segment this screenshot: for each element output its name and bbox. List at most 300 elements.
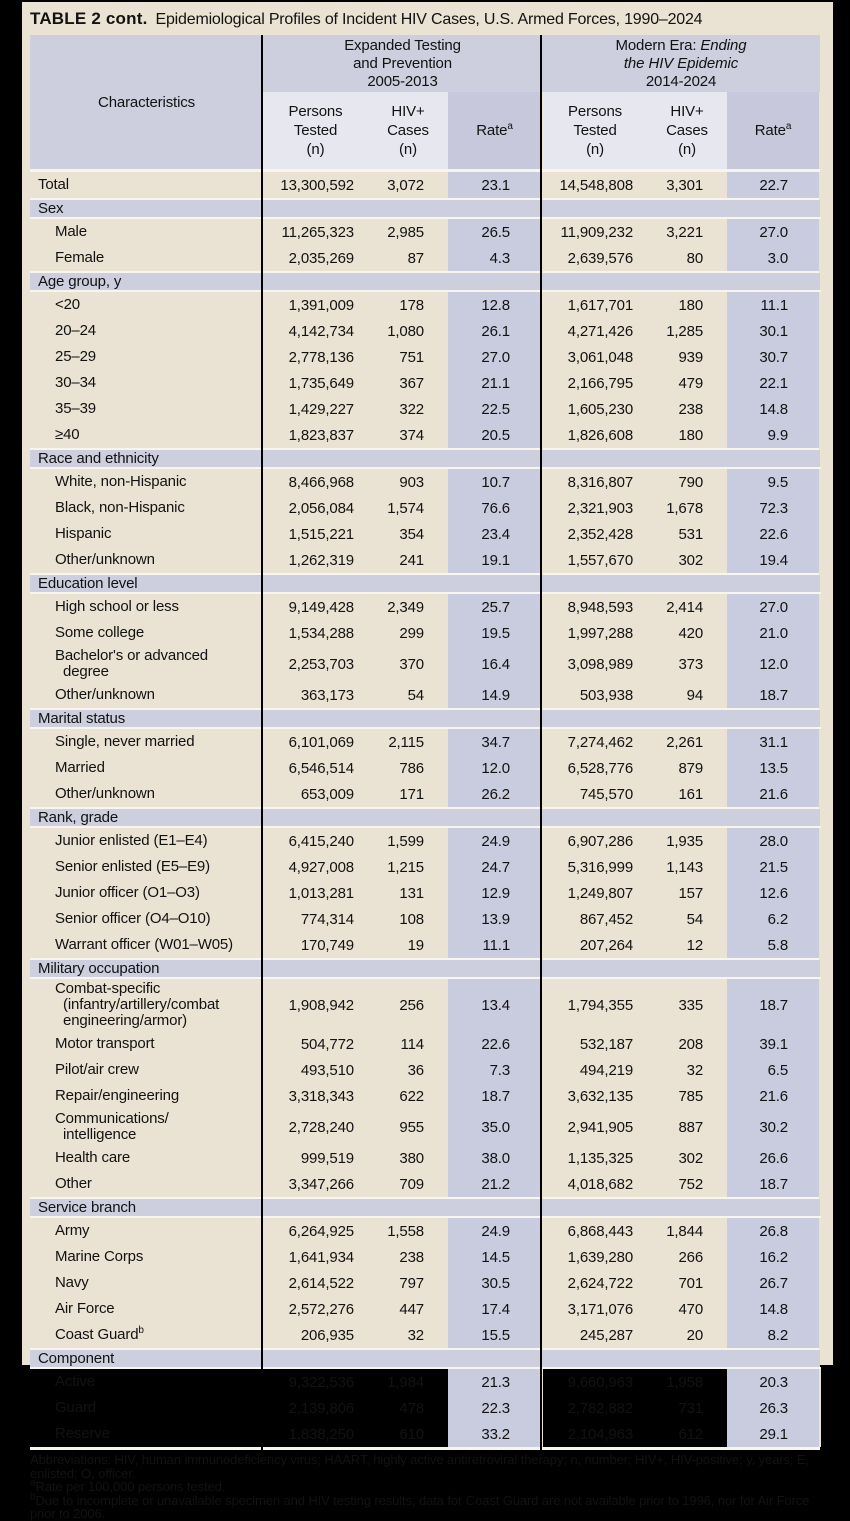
cell-persons-tested-2014: 503,938 [542, 682, 647, 709]
cell-persons-tested-2005: 3,318,343 [263, 1083, 368, 1109]
cell-hiv-cases-2005: 370 [368, 646, 448, 682]
table-row [30, 422, 820, 449]
cell-persons-tested-2005: 11,265,323 [263, 218, 368, 245]
cell-rate-2005: 24.9 [448, 1217, 542, 1244]
cell-persons-tested-2005: 1,013,281 [263, 880, 368, 906]
cell-persons-tested-2005: 999,519 [263, 1145, 368, 1171]
section-header-row [30, 808, 820, 827]
cell-rate-2005: 26.2 [448, 781, 542, 808]
group2-title-line: 2014-2024 [542, 73, 820, 91]
cell-hiv-cases-2014: 879 [647, 755, 727, 781]
cell-hiv-cases-2014: 3,301 [647, 172, 727, 199]
cell-rate-2005: 26.5 [448, 218, 542, 245]
table-row [30, 1395, 820, 1421]
cell-rate-2014: 30.1 [727, 318, 820, 344]
cell-persons-tested-2014: 4,271,426 [542, 318, 647, 344]
cell-hiv-cases-2005: 380 [368, 1145, 448, 1171]
cell-hiv-cases-2014: 1,143 [647, 854, 727, 880]
epidemiology-table [30, 35, 821, 1450]
cell-persons-tested-2005: 2,728,240 [263, 1109, 368, 1145]
section-header-row [30, 199, 820, 218]
cell-rate-2014: 12.0 [727, 646, 820, 682]
section-label: Component [30, 1349, 820, 1368]
cell-rate-2005: 13.4 [448, 978, 542, 1031]
row-label: Female [30, 245, 263, 272]
column-group-header-2005-2013 [263, 35, 542, 92]
col-header-rate-2005: Rate$^a$ [448, 92, 542, 169]
cell-persons-tested-2005: 504,772 [263, 1031, 368, 1057]
table-row [30, 682, 820, 709]
cell-rate-2014: 6.5 [727, 1057, 820, 1083]
cell-rate-2014: 14.8 [727, 1296, 820, 1322]
row-label: Some college [30, 620, 263, 646]
cell-rate-2005: 76.6 [448, 495, 542, 521]
cell-rate-2014: 18.7 [727, 1171, 820, 1198]
cell-rate-2005: 22.6 [448, 1031, 542, 1057]
table-row [30, 396, 820, 422]
cell-hiv-cases-2005: 903 [368, 468, 448, 495]
cell-persons-tested-2005: 6,415,240 [263, 827, 368, 854]
row-label: ≥40 [30, 422, 263, 449]
section-header-row [30, 1198, 820, 1217]
cell-hiv-cases-2005: 3,072 [368, 172, 448, 199]
cell-rate-2005: 24.7 [448, 854, 542, 880]
cell-persons-tested-2014: 3,632,135 [542, 1083, 647, 1109]
cell-rate-2014: 6.2 [727, 906, 820, 932]
cell-hiv-cases-2005: 256 [368, 978, 448, 1031]
section-header-row [30, 959, 820, 978]
cell-hiv-cases-2014: 1,285 [647, 318, 727, 344]
cell-persons-tested-2005: 2,139,806 [263, 1395, 368, 1421]
cell-rate-2005: 12.8 [448, 291, 542, 318]
cell-rate-2014: 13.5 [727, 755, 820, 781]
cell-rate-2014: 26.7 [727, 1270, 820, 1296]
row-label: 30–34 [30, 370, 263, 396]
table-row [30, 547, 820, 574]
cell-rate-2005: 21.2 [448, 1171, 542, 1198]
row-label: High school or less [30, 593, 263, 620]
cell-hiv-cases-2005: 374 [368, 422, 448, 449]
row-label: Reserve [30, 1421, 263, 1447]
cell-hiv-cases-2014: 373 [647, 646, 727, 682]
table-row [30, 172, 820, 199]
col-header-persons-tested-2014: Persons Tested (n) [542, 92, 647, 169]
cell-rate-2005: 38.0 [448, 1145, 542, 1171]
cell-rate-2014: 18.7 [727, 978, 820, 1031]
cell-persons-tested-2005: 363,173 [263, 682, 368, 709]
cell-rate-2014: 20.3 [727, 1368, 820, 1395]
cell-hiv-cases-2005: 751 [368, 344, 448, 370]
cell-persons-tested-2005: 6,264,925 [263, 1217, 368, 1244]
cell-hiv-cases-2005: 241 [368, 547, 448, 574]
cell-persons-tested-2005: 9,322,536 [263, 1368, 368, 1395]
cell-rate-2014: 30.7 [727, 344, 820, 370]
section-label: Marital status [30, 709, 820, 728]
row-label: Health care [30, 1145, 263, 1171]
cell-rate-2005: 11.1 [448, 932, 542, 959]
cell-persons-tested-2005: 13,300,592 [263, 172, 368, 199]
cell-persons-tested-2005: 8,466,968 [263, 468, 368, 495]
cell-rate-2014: 31.1 [727, 728, 820, 755]
row-label: 25–29 [30, 344, 263, 370]
table-row [30, 1217, 820, 1244]
cell-rate-2014: 22.7 [727, 172, 820, 199]
cell-persons-tested-2005: 3,347,266 [263, 1171, 368, 1198]
cell-hiv-cases-2014: 302 [647, 547, 727, 574]
section-label: Education level [30, 574, 820, 593]
group2-title-line: the HIV Epidemic [542, 55, 820, 73]
cell-persons-tested-2005: 2,572,276 [263, 1296, 368, 1322]
table-row [30, 1171, 820, 1198]
cell-persons-tested-2014: 6,868,443 [542, 1217, 647, 1244]
cell-hiv-cases-2014: 2,261 [647, 728, 727, 755]
row-label: Navy [30, 1270, 263, 1296]
cell-hiv-cases-2005: 238 [368, 1244, 448, 1270]
cell-persons-tested-2005: 1,262,319 [263, 547, 368, 574]
cell-hiv-cases-2005: 478 [368, 1395, 448, 1421]
table-row [30, 495, 820, 521]
header-group-row [30, 35, 820, 92]
cell-rate-2014: 28.0 [727, 827, 820, 854]
cell-rate-2005: 22.3 [448, 1395, 542, 1421]
row-label: Other/unknown [30, 682, 263, 709]
table-row [30, 1031, 820, 1057]
cell-hiv-cases-2005: 1,558 [368, 1217, 448, 1244]
table-row [30, 978, 820, 1031]
cell-hiv-cases-2014: 54 [647, 906, 727, 932]
table-row [30, 1322, 820, 1349]
cell-rate-2005: 35.0 [448, 1109, 542, 1145]
group1-title-line: 2005-2013 [263, 73, 542, 91]
cell-persons-tested-2014: 1,135,325 [542, 1145, 647, 1171]
cell-persons-tested-2005: 1,429,227 [263, 396, 368, 422]
cell-rate-2014: 9.9 [727, 422, 820, 449]
table-row [30, 1145, 820, 1171]
row-label: <20 [30, 291, 263, 318]
cell-hiv-cases-2014: 94 [647, 682, 727, 709]
cell-persons-tested-2005: 2,253,703 [263, 646, 368, 682]
section-label: Age group, y [30, 272, 820, 291]
cell-hiv-cases-2014: 302 [647, 1145, 727, 1171]
cell-hiv-cases-2005: 171 [368, 781, 448, 808]
cell-hiv-cases-2014: 479 [647, 370, 727, 396]
cell-hiv-cases-2014: 1,958 [647, 1368, 727, 1395]
cell-persons-tested-2014: 494,219 [542, 1057, 647, 1083]
cell-rate-2014: 26.3 [727, 1395, 820, 1421]
cell-persons-tested-2005: 1,735,649 [263, 370, 368, 396]
cell-persons-tested-2014: 8,948,593 [542, 593, 647, 620]
cell-persons-tested-2005: 1,534,288 [263, 620, 368, 646]
cell-rate-2005: 26.1 [448, 318, 542, 344]
cell-rate-2014: 3.0 [727, 245, 820, 272]
table-row [30, 318, 820, 344]
column-group-header-2014-2024 [542, 35, 820, 92]
cell-persons-tested-2014: 2,321,903 [542, 495, 647, 521]
cell-hiv-cases-2005: 367 [368, 370, 448, 396]
footnotes [30, 1453, 824, 1521]
row-label: Married [30, 755, 263, 781]
cell-persons-tested-2005: 6,101,069 [263, 728, 368, 755]
cell-rate-2005: 15.5 [448, 1322, 542, 1349]
cell-rate-2014: 26.8 [727, 1217, 820, 1244]
characteristics-header: Characteristics [30, 35, 263, 169]
cell-persons-tested-2014: 1,249,807 [542, 880, 647, 906]
cell-rate-2005: 16.4 [448, 646, 542, 682]
cell-persons-tested-2005: 1,908,942 [263, 978, 368, 1031]
cell-hiv-cases-2014: 238 [647, 396, 727, 422]
footnote [30, 1453, 824, 1480]
cell-hiv-cases-2014: 32 [647, 1057, 727, 1083]
cell-rate-2014: 26.6 [727, 1145, 820, 1171]
table-bottom-separator [30, 1447, 820, 1450]
table-body [30, 172, 820, 1450]
cell-hiv-cases-2005: 786 [368, 755, 448, 781]
cell-hiv-cases-2014: 701 [647, 1270, 727, 1296]
section-label: Rank, grade [30, 808, 820, 827]
cell-persons-tested-2005: 9,149,428 [263, 593, 368, 620]
cell-persons-tested-2014: 2,104,963 [542, 1421, 647, 1447]
footnote-marker: a [30, 1478, 35, 1489]
table-row [30, 1109, 820, 1145]
cell-persons-tested-2005: 2,056,084 [263, 495, 368, 521]
footnote [30, 1480, 824, 1494]
cell-persons-tested-2014: 2,624,722 [542, 1270, 647, 1296]
section-header-row [30, 574, 820, 593]
group2-title-line: Modern Era: Ending [542, 37, 820, 55]
cell-hiv-cases-2014: 939 [647, 344, 727, 370]
row-label: Army [30, 1217, 263, 1244]
cell-hiv-cases-2014: 752 [647, 1171, 727, 1198]
table-row [30, 1368, 820, 1395]
cell-hiv-cases-2014: 12 [647, 932, 727, 959]
cell-rate-2005: 30.5 [448, 1270, 542, 1296]
cell-persons-tested-2005: 1,515,221 [263, 521, 368, 547]
cell-hiv-cases-2005: 178 [368, 291, 448, 318]
cell-rate-2014: 21.0 [727, 620, 820, 646]
cell-persons-tested-2014: 1,617,701 [542, 291, 647, 318]
cell-hiv-cases-2014: 531 [647, 521, 727, 547]
cell-rate-2005: 23.1 [448, 172, 542, 199]
cell-rate-2005: 12.9 [448, 880, 542, 906]
cell-hiv-cases-2005: 955 [368, 1109, 448, 1145]
cell-hiv-cases-2005: 709 [368, 1171, 448, 1198]
table-row [30, 1083, 820, 1109]
cell-persons-tested-2014: 2,639,576 [542, 245, 647, 272]
cell-persons-tested-2014: 745,570 [542, 781, 647, 808]
row-label: Senior officer (O4–O10) [30, 906, 263, 932]
row-label: 20–24 [30, 318, 263, 344]
table-row [30, 728, 820, 755]
cell-hiv-cases-2005: 2,985 [368, 218, 448, 245]
cell-rate-2014: 18.7 [727, 682, 820, 709]
row-label: Junior enlisted (E1–E4) [30, 827, 263, 854]
cell-persons-tested-2014: 6,907,286 [542, 827, 647, 854]
row-label: Total [30, 172, 263, 199]
footnote-text: Abbreviations: HIV, human immunodeficiency virus; HAART, highly active antiretroviral therapy; n, number; HIV+, HIV-positive; y, years; E, enlisted; O, officer. [30, 1452, 809, 1481]
cell-persons-tested-2014: 9,660,963 [542, 1368, 647, 1395]
row-label: Senior enlisted (E5–E9) [30, 854, 263, 880]
cell-rate-2005: 17.4 [448, 1296, 542, 1322]
row-label: Single, never married [30, 728, 263, 755]
table-row [30, 880, 820, 906]
section-header-row [30, 272, 820, 291]
cell-hiv-cases-2014: 80 [647, 245, 727, 272]
cell-rate-2005: 21.1 [448, 370, 542, 396]
cell-hiv-cases-2005: 32 [368, 1322, 448, 1349]
row-label: Coast Guard$^b$ [30, 1322, 263, 1349]
table-row [30, 245, 820, 272]
cell-hiv-cases-2005: 2,349 [368, 593, 448, 620]
table-row [30, 370, 820, 396]
cell-hiv-cases-2014: 612 [647, 1421, 727, 1447]
footnote [30, 1494, 824, 1521]
cell-hiv-cases-2014: 3,221 [647, 218, 727, 245]
table-row [30, 1057, 820, 1083]
section-label: Sex [30, 199, 820, 218]
cell-persons-tested-2014: 1,557,670 [542, 547, 647, 574]
section-header-row [30, 1349, 820, 1368]
row-label: Hispanic [30, 521, 263, 547]
cell-hiv-cases-2005: 622 [368, 1083, 448, 1109]
table-row [30, 1421, 820, 1447]
footnote-marker: b [30, 1491, 35, 1502]
cell-rate-2005: 20.5 [448, 422, 542, 449]
cell-persons-tested-2014: 2,782,882 [542, 1395, 647, 1421]
row-label: Pilot/air crew [30, 1057, 263, 1083]
cell-rate-2014: 21.5 [727, 854, 820, 880]
table-row [30, 521, 820, 547]
cell-hiv-cases-2005: 447 [368, 1296, 448, 1322]
cell-hiv-cases-2005: 610 [368, 1421, 448, 1447]
row-label: Repair/engineering [30, 1083, 263, 1109]
cell-persons-tested-2014: 207,264 [542, 932, 647, 959]
table-row [30, 218, 820, 245]
cell-persons-tested-2014: 7,274,462 [542, 728, 647, 755]
cell-hiv-cases-2014: 157 [647, 880, 727, 906]
cell-persons-tested-2014: 1,997,288 [542, 620, 647, 646]
cell-rate-2014: 5.8 [727, 932, 820, 959]
table-title-text: Epidemiological Profiles of Incident HIV Cases, U.S. Armed Forces, 1990–2024 [156, 11, 703, 28]
table-row [30, 755, 820, 781]
cell-hiv-cases-2005: 1,574 [368, 495, 448, 521]
cell-hiv-cases-2014: 266 [647, 1244, 727, 1270]
row-label: Junior officer (O1–O3) [30, 880, 263, 906]
cell-hiv-cases-2005: 114 [368, 1031, 448, 1057]
cell-hiv-cases-2005: 54 [368, 682, 448, 709]
cell-persons-tested-2005: 2,035,269 [263, 245, 368, 272]
cell-hiv-cases-2014: 785 [647, 1083, 727, 1109]
cell-hiv-cases-2014: 20 [647, 1322, 727, 1349]
cell-hiv-cases-2005: 797 [368, 1270, 448, 1296]
section-label: Service branch [30, 1198, 820, 1217]
cell-rate-2005: 18.7 [448, 1083, 542, 1109]
row-label: 35–39 [30, 396, 263, 422]
cell-hiv-cases-2005: 108 [368, 906, 448, 932]
cell-hiv-cases-2005: 131 [368, 880, 448, 906]
row-label: Other/unknown [30, 781, 263, 808]
cell-rate-2014: 19.4 [727, 547, 820, 574]
paper [22, 2, 833, 1365]
cell-persons-tested-2005: 206,935 [263, 1322, 368, 1349]
cell-persons-tested-2005: 1,641,934 [263, 1244, 368, 1270]
group1-title-line: and Prevention [263, 55, 542, 73]
cell-persons-tested-2014: 11,909,232 [542, 218, 647, 245]
cell-rate-2014: 8.2 [727, 1322, 820, 1349]
cell-persons-tested-2005: 6,546,514 [263, 755, 368, 781]
cell-rate-2005: 23.4 [448, 521, 542, 547]
cell-rate-2014: 29.1 [727, 1421, 820, 1447]
cell-persons-tested-2005: 2,778,136 [263, 344, 368, 370]
cell-persons-tested-2005: 1,391,009 [263, 291, 368, 318]
table-row [30, 1244, 820, 1270]
cell-persons-tested-2014: 2,166,795 [542, 370, 647, 396]
cell-hiv-cases-2005: 299 [368, 620, 448, 646]
page-title [30, 9, 833, 29]
col-header-rate-2014: Rate$^a$ [727, 92, 820, 169]
cell-persons-tested-2005: 493,510 [263, 1057, 368, 1083]
cell-persons-tested-2014: 2,941,905 [542, 1109, 647, 1145]
cell-rate-2005: 14.5 [448, 1244, 542, 1270]
cell-rate-2014: 21.6 [727, 781, 820, 808]
cell-persons-tested-2014: 3,098,989 [542, 646, 647, 682]
cell-hiv-cases-2005: 1,984 [368, 1368, 448, 1395]
cell-persons-tested-2005: 1,838,250 [263, 1421, 368, 1447]
cell-hiv-cases-2005: 1,599 [368, 827, 448, 854]
row-label: White, non-Hispanic [30, 468, 263, 495]
cell-hiv-cases-2014: 1,844 [647, 1217, 727, 1244]
cell-hiv-cases-2014: 2,414 [647, 593, 727, 620]
cell-hiv-cases-2005: 19 [368, 932, 448, 959]
cell-rate-2005: 19.5 [448, 620, 542, 646]
cell-rate-2005: 34.7 [448, 728, 542, 755]
cell-hiv-cases-2014: 731 [647, 1395, 727, 1421]
cell-rate-2005: 22.5 [448, 396, 542, 422]
table-row [30, 620, 820, 646]
row-label: Active [30, 1368, 263, 1395]
cell-hiv-cases-2014: 420 [647, 620, 727, 646]
cell-persons-tested-2005: 1,823,837 [263, 422, 368, 449]
cell-persons-tested-2005: 653,009 [263, 781, 368, 808]
cell-persons-tested-2014: 5,316,999 [542, 854, 647, 880]
cell-hiv-cases-2014: 335 [647, 978, 727, 1031]
table-row [30, 932, 820, 959]
group1-title-line: Expanded Testing [263, 37, 542, 55]
cell-rate-2005: 33.2 [448, 1421, 542, 1447]
section-header-row [30, 709, 820, 728]
footnote-text: Due to incomplete or unavailable specimen and HIV testing results, data for Coast Guard are not available prior to 1996, nor for Air Force prior to 2006. [30, 1493, 809, 1521]
col-header-hiv-cases-2014: HIV+ Cases (n) [647, 92, 727, 169]
cell-rate-2014: 30.2 [727, 1109, 820, 1145]
cell-persons-tested-2005: 2,614,522 [263, 1270, 368, 1296]
table-row [30, 1296, 820, 1322]
cell-persons-tested-2014: 1,794,355 [542, 978, 647, 1031]
cell-rate-2014: 27.0 [727, 218, 820, 245]
row-label: Motor transport [30, 1031, 263, 1057]
cell-persons-tested-2014: 245,287 [542, 1322, 647, 1349]
cell-persons-tested-2014: 1,605,230 [542, 396, 647, 422]
table-row [30, 468, 820, 495]
cell-rate-2014: 12.6 [727, 880, 820, 906]
table-row [30, 344, 820, 370]
cell-hiv-cases-2005: 2,115 [368, 728, 448, 755]
cell-rate-2005: 4.3 [448, 245, 542, 272]
row-label: Bachelor's or advanced degree [30, 646, 263, 682]
row-label: Other/unknown [30, 547, 263, 574]
cell-hiv-cases-2014: 180 [647, 422, 727, 449]
cell-rate-2014: 16.2 [727, 1244, 820, 1270]
cell-persons-tested-2014: 6,528,776 [542, 755, 647, 781]
cell-rate-2014: 22.1 [727, 370, 820, 396]
